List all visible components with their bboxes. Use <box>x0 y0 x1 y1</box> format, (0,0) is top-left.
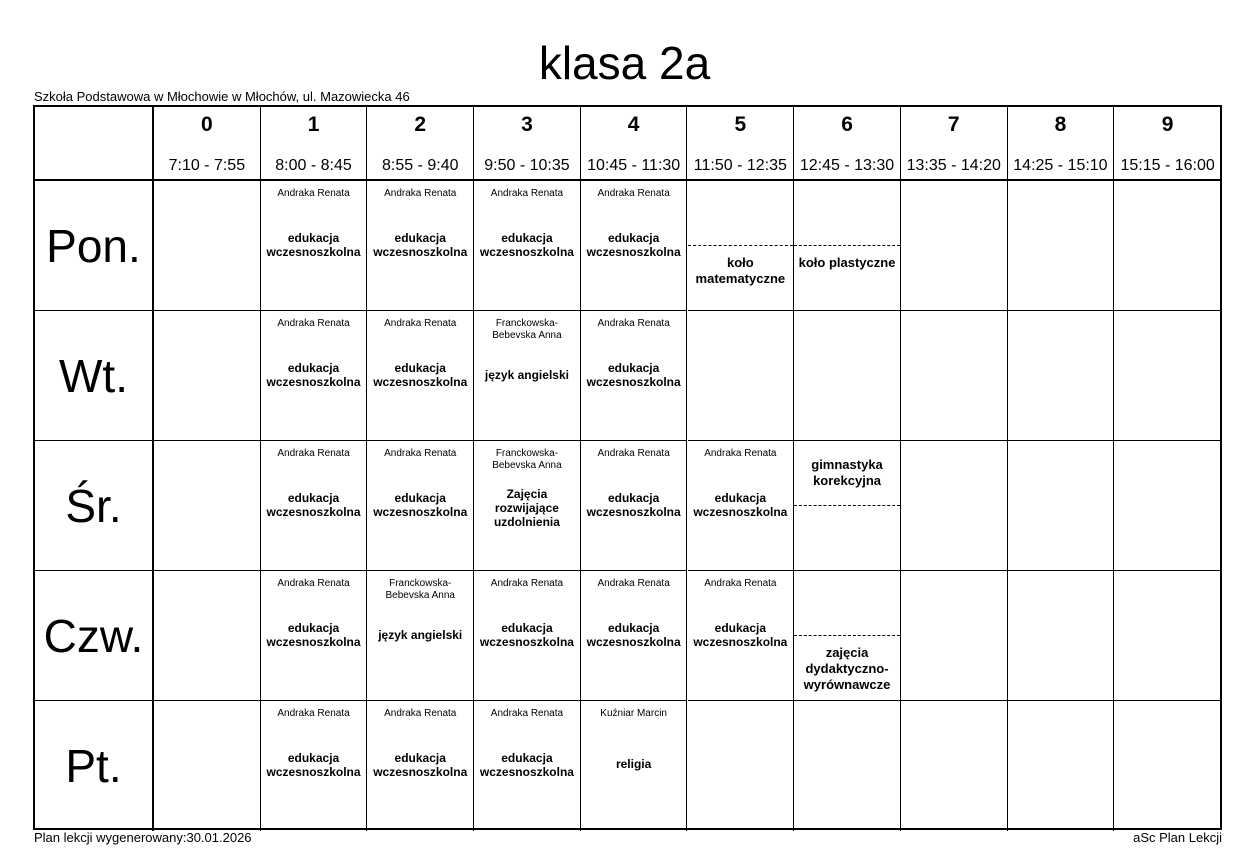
lesson-subject: edukacja wczesnoszkolna <box>373 361 468 389</box>
lesson-teacher: Andraka Renata <box>704 448 777 459</box>
lesson-subject: edukacja wczesnoszkolna <box>479 621 574 649</box>
period-number: 3 <box>521 113 533 136</box>
lesson-subject: edukacja wczesnoszkolna <box>586 361 681 389</box>
lesson-teacher: Andraka Renata <box>597 448 670 459</box>
timetable-cell <box>794 701 901 831</box>
timetable-cell <box>1114 701 1221 831</box>
lesson-cell <box>794 441 901 571</box>
timetable-cell <box>1114 181 1221 311</box>
lesson-teacher: Andraka Renata <box>597 318 670 329</box>
timetable-cell <box>1114 571 1221 701</box>
header-corner <box>35 107 154 179</box>
period-header <box>261 107 368 179</box>
generator-label: aSc Plan Lekcji <box>1133 830 1222 845</box>
period-time: 10:45 - 11:30 <box>587 157 681 174</box>
lesson-subject: edukacja wczesnoszkolna <box>586 621 681 649</box>
lesson-subject: zajęcia dydaktyczno-wyrównawcze <box>803 645 891 692</box>
lesson-subject: religia <box>615 757 652 771</box>
split-divider <box>794 635 900 636</box>
period-header <box>367 107 474 179</box>
lesson-cell <box>261 571 368 701</box>
timetable-cell <box>154 311 261 441</box>
period-time: 11:50 - 12:35 <box>693 157 787 174</box>
school-name: Szkoła Podstawowa w Młochowie w Młochów, ul. Mazowiecka 46 <box>34 89 410 104</box>
timetable-cell <box>154 571 261 701</box>
lesson-cell <box>474 571 581 701</box>
lesson-cell <box>474 311 581 441</box>
lesson-teacher: Andraka Renata <box>277 448 350 459</box>
timetable-cell <box>901 571 1008 701</box>
lesson-cell <box>474 701 581 831</box>
lesson-teacher: Franckowska-Bebevska Anna <box>492 318 562 341</box>
lesson-subject: edukacja wczesnoszkolna <box>266 231 361 259</box>
period-number: 4 <box>627 113 640 136</box>
timetable-grid <box>33 105 1222 830</box>
day-label: Czw. <box>35 571 154 701</box>
lesson-teacher: Andraka Renata <box>597 578 670 589</box>
lesson-subject: język angielski <box>484 368 569 382</box>
timetable-cell <box>688 311 795 441</box>
lesson-subject: edukacja wczesnoszkolna <box>266 621 361 649</box>
lesson-teacher: Andraka Renata <box>597 188 670 199</box>
period-number: 6 <box>841 113 853 136</box>
lesson-cell <box>688 441 795 571</box>
lesson-subject: edukacja wczesnoszkolna <box>266 751 361 779</box>
period-number: 7 <box>947 113 960 136</box>
day-label: Pt. <box>35 701 154 831</box>
period-number: 2 <box>414 113 427 136</box>
lesson-subject: edukacja wczesnoszkolna <box>693 621 788 649</box>
lesson-teacher: Andraka Renata <box>277 578 350 589</box>
period-header <box>581 107 688 179</box>
lesson-teacher: Andraka Renata <box>384 188 457 199</box>
lesson-cell <box>794 181 901 311</box>
lesson-teacher: Andraka Renata <box>384 318 457 329</box>
split-divider <box>688 245 794 246</box>
lesson-subject: Zajęcia rozwijające uzdolnienia <box>493 487 560 529</box>
timetable-cell <box>1114 441 1221 571</box>
timetable-cell <box>1114 311 1221 441</box>
lesson-subject: gimnastyka korekcyjna <box>811 457 883 488</box>
lesson-cell <box>474 441 581 571</box>
timetable-cell <box>901 441 1008 571</box>
period-header <box>794 107 901 179</box>
period-number: 5 <box>734 113 747 136</box>
lesson-cell <box>581 701 688 831</box>
lesson-teacher: Franckowska-Bebevska Anna <box>492 448 562 471</box>
period-time: 7:10 - 7:55 <box>168 157 246 174</box>
lesson-teacher: Andraka Renata <box>277 318 350 329</box>
lesson-teacher: Andraka Renata <box>490 708 564 719</box>
timetable-cell <box>154 441 261 571</box>
period-number: 8 <box>1054 113 1067 136</box>
timetable-cell <box>1008 441 1115 571</box>
timetable-cell <box>688 701 795 831</box>
lesson-cell <box>261 181 368 311</box>
lesson-teacher: Andraka Renata <box>490 578 564 589</box>
lesson-subject: koło matematyczne <box>695 255 786 286</box>
split-divider <box>794 505 900 506</box>
timetable-cell <box>901 181 1008 311</box>
lesson-cell <box>261 441 368 571</box>
lesson-cell <box>474 181 581 311</box>
period-header <box>1114 107 1221 179</box>
lesson-cell <box>581 441 688 571</box>
lesson-cell <box>367 441 474 571</box>
lesson-cell <box>688 571 795 701</box>
lesson-subject: edukacja wczesnoszkolna <box>373 491 468 519</box>
timetable-cell <box>901 701 1008 831</box>
period-number: 9 <box>1161 113 1174 136</box>
period-header <box>1008 107 1115 179</box>
lesson-teacher: Andraka Renata <box>277 708 350 719</box>
split-divider <box>794 245 900 246</box>
lesson-subject: edukacja wczesnoszkolna <box>693 491 788 519</box>
lesson-teacher: Andraka Renata <box>384 708 457 719</box>
period-header <box>154 107 261 179</box>
lesson-cell <box>367 181 474 311</box>
timetable-cell <box>1008 311 1115 441</box>
lesson-teacher: Andraka Renata <box>704 578 777 589</box>
day-label: Wt. <box>35 311 154 441</box>
page-title: klasa 2a <box>538 37 711 89</box>
period-time: 9:50 - 10:35 <box>484 157 570 174</box>
generated-date: Plan lekcji wygenerowany:30.01.2026 <box>34 830 252 845</box>
lesson-subject: edukacja wczesnoszkolna <box>479 751 574 779</box>
lesson-subject: edukacja wczesnoszkolna <box>373 231 468 259</box>
lesson-cell <box>794 571 901 701</box>
lesson-subject: edukacja wczesnoszkolna <box>266 361 361 389</box>
lesson-teacher: Kuźniar Marcin <box>600 708 667 719</box>
lesson-teacher: Franckowska-Bebevska Anna <box>385 578 455 601</box>
period-time: 15:15 - 16:00 <box>1120 157 1215 174</box>
period-header <box>474 107 581 179</box>
timetable-cell <box>154 701 261 831</box>
lesson-subject: koło plastyczne <box>798 255 896 270</box>
day-label: Pon. <box>35 181 154 311</box>
period-time: 12:45 - 13:30 <box>799 157 895 174</box>
timetable-cell <box>794 311 901 441</box>
period-time: 8:55 - 9:40 <box>381 157 459 174</box>
lesson-cell <box>261 701 368 831</box>
lesson-subject: edukacja wczesnoszkolna <box>373 751 468 779</box>
lesson-cell <box>581 311 688 441</box>
period-number: 1 <box>307 113 320 136</box>
day-label: Śr. <box>35 441 154 571</box>
period-header <box>688 107 795 179</box>
lesson-subject: edukacja wczesnoszkolna <box>586 231 681 259</box>
period-time: 13:35 - 14:20 <box>906 157 1001 174</box>
lesson-subject: język angielski <box>378 628 463 642</box>
timetable-cell <box>901 311 1008 441</box>
lesson-subject: edukacja wczesnoszkolna <box>266 491 361 519</box>
lesson-cell <box>581 181 688 311</box>
lesson-teacher: Andraka Renata <box>490 188 564 199</box>
lesson-teacher: Andraka Renata <box>384 448 457 459</box>
timetable-cell <box>1008 181 1115 311</box>
period-time: 14:25 - 15:10 <box>1013 157 1108 174</box>
period-time: 8:00 - 8:45 <box>275 157 352 174</box>
lesson-subject: edukacja wczesnoszkolna <box>586 491 681 519</box>
lesson-cell <box>367 311 474 441</box>
lesson-teacher: Andraka Renata <box>277 188 350 199</box>
timetable-cell <box>1008 701 1115 831</box>
period-number: 0 <box>201 113 213 136</box>
lesson-cell <box>688 181 795 311</box>
lesson-cell <box>367 701 474 831</box>
lesson-cell <box>581 571 688 701</box>
lesson-cell <box>367 571 474 701</box>
period-header <box>901 107 1008 179</box>
timetable-cell <box>1008 571 1115 701</box>
timetable-cell <box>154 181 261 311</box>
lesson-cell <box>261 311 368 441</box>
lesson-subject: edukacja wczesnoszkolna <box>479 231 574 259</box>
